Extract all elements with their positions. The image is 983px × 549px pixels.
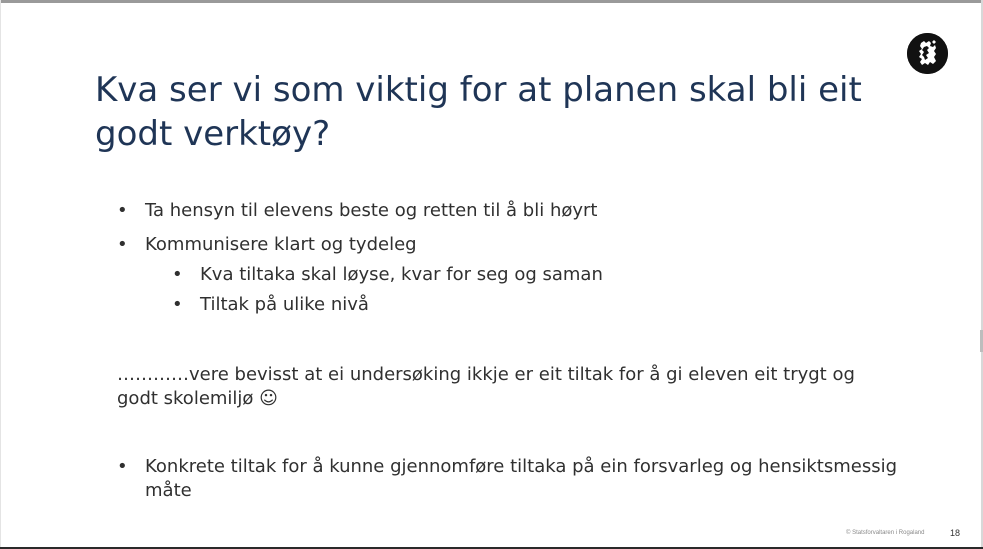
left-border: [0, 0, 1, 549]
page-number: 18: [950, 528, 961, 538]
bullet-item: • Konkrete tiltak for å kunne gjennomføre tiltaka på ein forsvarleg og hensiktsmessig måte: [117, 455, 917, 503]
sub-bullet-item: • Tiltak på ulike nivå: [172, 293, 369, 317]
sub-bullet-item: • Kva tiltaka skal løyse, kvar for seg og saman: [172, 263, 603, 287]
bullet-list-top-1: [117, 199, 598, 223]
bullet-item: • Kommunisere klart og tydeleg: [117, 233, 417, 257]
norwegian-coat-of-arms-icon: [907, 33, 948, 74]
sub-bullet-list-2: [172, 293, 369, 317]
bullet-item: • Ta hensyn til elevens beste og retten til å bli høyrt: [117, 199, 598, 223]
sub-bullet-list-1: [172, 263, 603, 287]
footer-copyright: © Statsforvaltaren i Rogaland: [846, 530, 925, 536]
top-border: [0, 0, 983, 3]
bullet-list-bottom: [117, 455, 917, 503]
bullet-list-top-2: [117, 233, 417, 257]
slide-title: Kva ser vi som viktig for at planen skal bli eit godt verktøy?: [95, 70, 862, 154]
note-paragraph: …………vere bevisst at ei undersøking ikkje er eit tiltak for å gi eleven eit trygt og godt skolemiljø ☺: [117, 364, 855, 409]
